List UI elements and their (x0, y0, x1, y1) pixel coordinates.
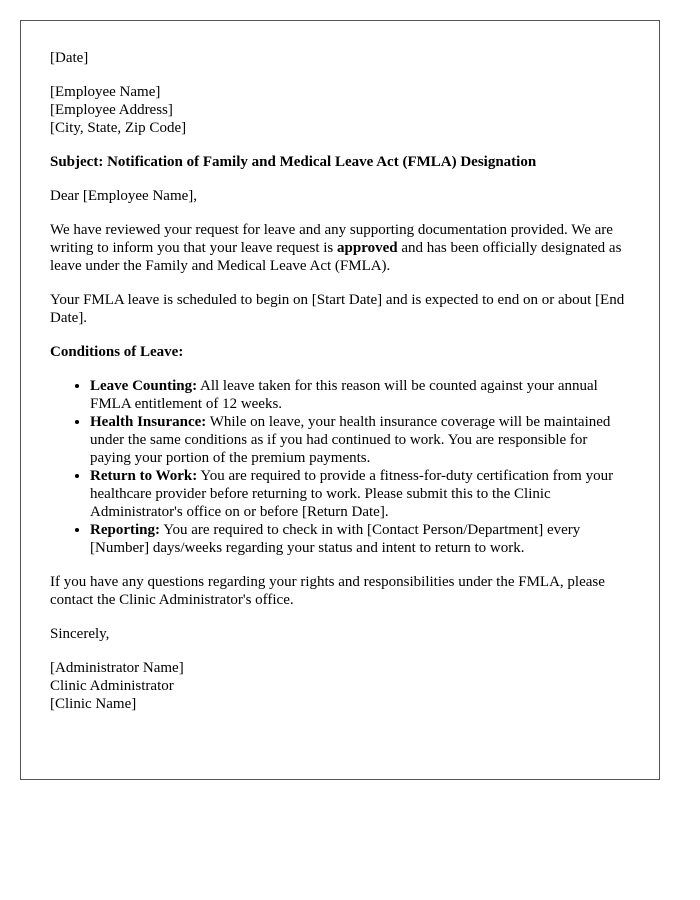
condition-text: You are required to check in with [Contact Person/Department] every [Number] days/weeks regarding your status and intent to return to work. (90, 522, 581, 556)
condition-title: Leave Counting: (90, 378, 198, 394)
leave-dates-paragraph: Your FMLA leave is scheduled to begin on [Start Date] and is expected to end on or about [End Date]. (50, 292, 625, 326)
signature-name: [Administrator Name] (50, 660, 184, 676)
condition-return-to-work (90, 467, 630, 521)
letter-date (50, 49, 630, 67)
conditions-list (50, 377, 630, 557)
letter-subject: Subject: Notification of Family and Medical Leave Act (FMLA) Designation (50, 154, 537, 170)
approval-paragraph (50, 221, 630, 275)
salutation: Dear [Employee Name], (50, 188, 198, 204)
condition-text: While on leave, your health insurance coverage will be maintained under the same conditions as if you had continued to work. You are responsible for paying your portion of the premium payments. (90, 414, 611, 466)
condition-title: Reporting: (90, 522, 160, 538)
condition-text: You are required to provide a fitness-for-duty certification from your healthcare provider before returning to work. Please submit this to the Clinic Administrator's office on or before [Return Date]. (90, 468, 614, 520)
approval-paragraph-end: and has been officially designated as leave under the Family and Medical Leave Act (FMLA). (50, 240, 622, 274)
condition-title: Return to Work: (90, 468, 198, 484)
recipient-city-state-zip: [City, State, Zip Code] (50, 120, 187, 136)
recipient-name: [Employee Name] (50, 84, 161, 100)
condition-reporting (90, 521, 630, 557)
questions-paragraph: If you have any questions regarding your rights and responsibilities under the FMLA, please contact the Clinic Administrator's office. (50, 574, 605, 608)
recipient-address-block (50, 83, 630, 137)
sign-off: Sincerely, (50, 626, 110, 642)
condition-title: Health Insurance: (90, 414, 207, 430)
date-text: [Date] (50, 50, 89, 66)
signature-title: Clinic Administrator (50, 678, 174, 694)
condition-leave-counting (90, 377, 630, 413)
signature-organization: [Clinic Name] (50, 696, 137, 712)
condition-health-insurance (90, 413, 630, 467)
conditions-heading: Conditions of Leave: (50, 344, 184, 360)
recipient-address: [Employee Address] (50, 102, 173, 118)
approval-emphasis: approved (337, 240, 398, 256)
condition-text: All leave taken for this reason will be counted against your annual FMLA entitlement of 12 weeks. (90, 378, 598, 412)
approval-paragraph-start: We have reviewed your request for leave and any supporting documentation provided. We are writing to inform you that your leave request is (50, 222, 613, 256)
signature-block (50, 659, 630, 713)
letter-page (20, 20, 660, 780)
